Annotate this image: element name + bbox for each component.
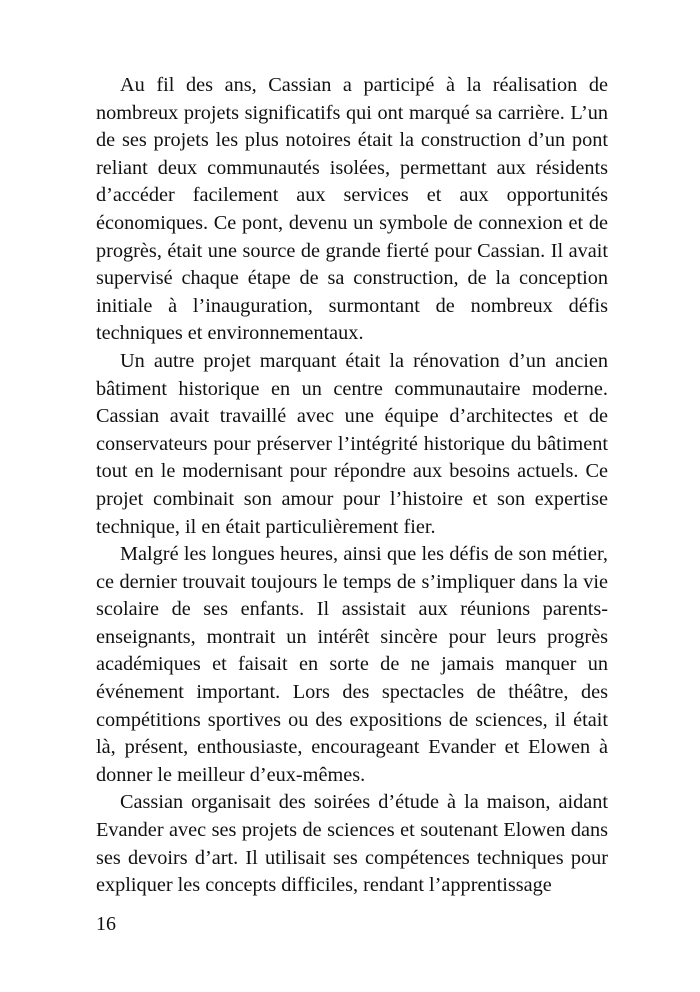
paragraph-study-evenings: Cassian organisait des soirées d’étude à la maison, aidant Evander avec ses projets de sciences et soutenant Elowen dans ses devoirs d’art. Il utilisait ses compétences techniques pour expliquer les concepts difficiles, rendant l’apprentissage xyxy=(96,791,608,897)
paragraph-renovation-project: Un autre projet marquant était la rénovation d’un ancien bâtiment historique en un centre communautaire moderne. Cassian avait travaillé avec une équipe d’architectes et de conservateurs pour préserver l’intégrité historique du bâtiment tout en le modernisant pour répondre aux besoins actuels. Ce projet combinait son amour pour l’histoire et son expertise technique, il en était particulièrement fier. xyxy=(96,349,608,538)
paragraph-career-projects: Au fil des ans, Cassian a participé à la réalisation de nombreux projets significatifs qui ont marqué sa carrière. L’un de ses projets les plus notoires était la construction d’un pont reliant deux communautés isolées, permettant aux résidents d’accéder facilement aux services et aux opportunités économiques. Ce pont, devenu un symbole de connexion et de progrès, était une source de grande fierté pour Cassian. Il avait supervisé chaque étape de sa construction, de la conception initiale à l’inauguration, surmontant de nombreux défis techniques et environnementaux. xyxy=(96,74,608,345)
page-text-body xyxy=(96,72,608,900)
paragraph-school-involvement: Malgré les longues heures, ainsi que les défis de son métier, ce dernier trouvait toujours le temps de s’impliquer dans la vie scolaire de ses enfants. Il assistait aux réunions parents-enseignants, montrait un intérêt sincère pour leurs progrès académiques et faisait en sorte de ne jamais manquer un événement important. Lors des spectacles de théâtre, des compétitions sportives ou des expositions de sciences, il était là, présent, enthousiaste, encourageant Evander et Elowen à donner le meilleur d’eux-mêmes. xyxy=(96,543,608,786)
page-number: 16 xyxy=(96,913,116,935)
